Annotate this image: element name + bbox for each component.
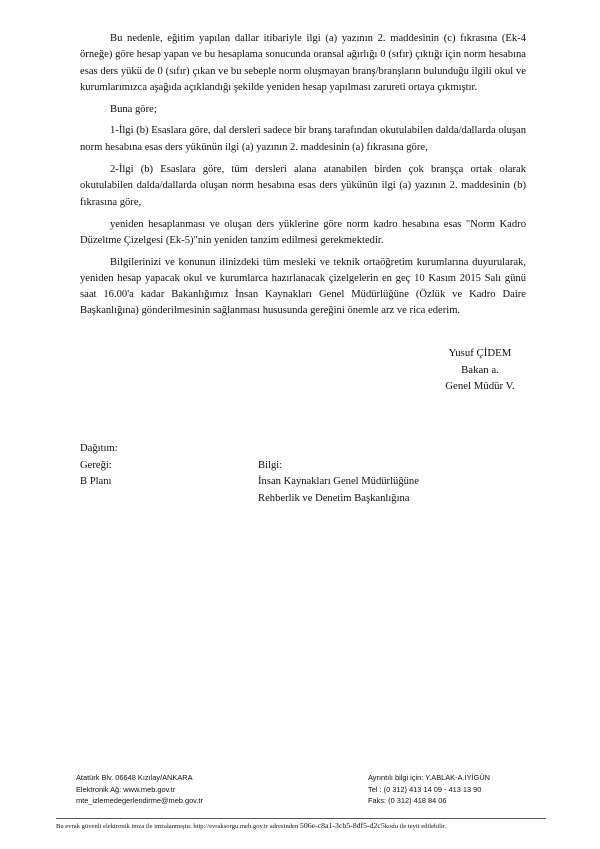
paragraph-intro: Buna göre; [110, 104, 157, 116]
distribution-info-label: Bilgi: [258, 459, 283, 471]
verification-line [56, 821, 546, 830]
footer-web-label: Elektronik Ağ: [76, 784, 122, 794]
distribution-action-item: B Planı [80, 476, 112, 487]
verification-code: 506e-c8a1-3cb5-8df5-d2c5 [299, 821, 385, 830]
footer-contact: Ayrıntılı bilgi için: Y.ABLAK-A.İYİGÜN [368, 773, 490, 782]
paragraph-reason: Bu nedenle, eğitim yapılan dallar itibariyle ilgi (a) yazının 2. maddesinin (c) fıkrasına (Ek-4 örneğe) göre hesap yapan ve bu hesaplama sonucunda oransal ağırlığı 0 (sıfır) çıktığı için norm hesabına esas ders yükü de 0 (sıfır) çıkan ve bu sebeple norm oluşmayan branş/branşların bulunduğu ilgili okul ve kurumlarımızca aşağıda açıklandığı şekilde yeniden hesap yapılması zarureti ortaya çıkmıştır. [80, 33, 526, 93]
footer-web-row [76, 784, 203, 796]
distribution-action-label: Gereği: [80, 459, 112, 471]
distribution-info-item: İnsan Kaynakları Genel Müdürlüğüne [258, 476, 419, 487]
signatory-title-2: Genel Müdür V. [445, 380, 515, 392]
footer-address: Atatürk Blv. 06648 Kızılay/ANKARA [76, 773, 193, 782]
distribution-info-item: Rehberlik ve Denetim Başkanlığına [258, 492, 410, 504]
verification-suffix: kodu ile teyit edilebilir. [384, 823, 447, 830]
verification-prefix: Bu evrak güvenli elektronik imza ile imzalanmıştır. http://evraksorgu.meb.gov.tr adresinden [56, 823, 299, 830]
paragraph-request: Bilgilerinizi ve konunun ilinizdeki tüm mesleki ve teknik ortaöğretim kurumlarına duyurularak, yeniden hesap yapacak okul ve kurumlarca hazırlanacak çizelgelerin en geç 10 Kasım 2015 Salı günü saat 16.00'a kadar Bakanlığımız İnsan Kaynakları Genel Müdürlüğüne (Özlük ve Kadro Daire Başkanlığına) gönderilmesinin sağlanması hususunda gereğini önemle arz ve rica ederim. [80, 256, 526, 317]
signatory-name: Yusuf ÇİDEM [448, 347, 512, 359]
paragraph-recalculation: yeniden hesaplanması ve oluşan ders yüklerine göre norm kadro hesabına esas "Norm Kadro Düzeltme Çizelgesi (Ek-5)"nin yeniden tanzim edilmesi gerekmektedir. [80, 218, 526, 247]
footer-phone: Tel : (0 312) 413 14 09 - 413 13 90 [368, 784, 482, 794]
footer-fax: Faks: (0 312) 418 84 06 [368, 796, 447, 805]
footer-divider [56, 818, 546, 819]
footer-address-block [76, 772, 203, 807]
distribution-heading: Dağıtım: [80, 443, 118, 454]
paragraph-item-2: 2-İlgi (b) Esaslara göre, tüm dersleri alana atanabilen birden çok branşça ortak olarak okutulabilen dalda/dallarda oluşan norm hesabına esas ders yükünün ilgi (a) yazının 2. maddesinin (b) fıkrasına göre, [80, 164, 526, 208]
signature-block [430, 345, 530, 395]
footer-email[interactable]: mte_izlemedegerlendirme@meb.gov.tr [76, 796, 203, 805]
signatory-title-1: Bakan a. [461, 363, 499, 376]
paragraph-item-1: 1-İlgi (b) Esaslara göre, dal dersleri sadece bir branş tarafından okutulabilen dalda/dallarda oluşan norm hesabına esas ders yükünün ilgi (a) yazının 2. maddesinin (a) fıkrasına göre, [80, 125, 526, 153]
letter-body [80, 31, 526, 326]
footer-contact-block [368, 772, 490, 807]
footer-web-link[interactable]: www.meb.gov.tr [123, 784, 176, 794]
